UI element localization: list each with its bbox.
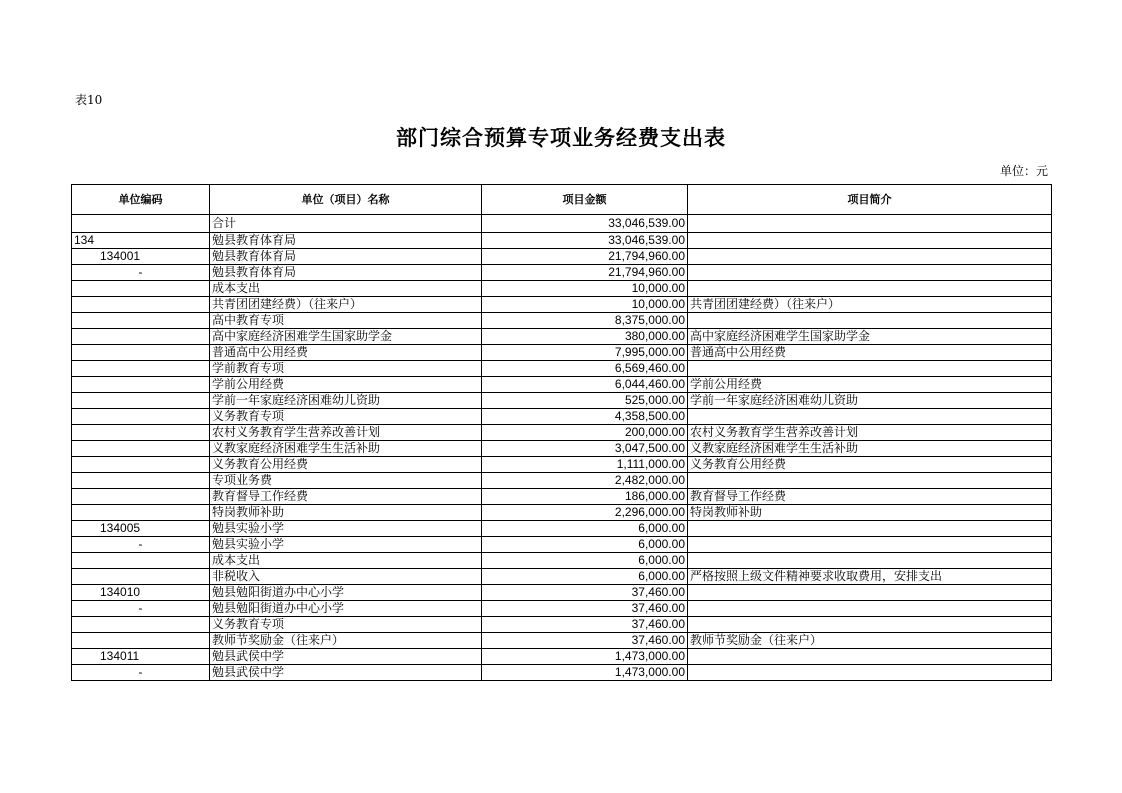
cell-unit-code xyxy=(72,633,210,649)
cell-unit-code xyxy=(72,505,210,521)
cell-amount: 186,000.00 xyxy=(482,489,688,505)
cell-unit-name: 特岗教师补助 xyxy=(210,505,482,521)
table-row xyxy=(72,553,1052,569)
table-header-row xyxy=(72,185,1052,215)
cell-description xyxy=(688,215,1052,233)
table-row xyxy=(72,649,1052,665)
cell-unit-name: 勉县武侯中学 xyxy=(210,649,482,665)
table-row xyxy=(72,249,1052,265)
table-row xyxy=(72,297,1052,313)
page-title: 部门综合预算专项业务经费支出表 xyxy=(396,125,726,150)
table-row xyxy=(72,457,1052,473)
table-row xyxy=(72,409,1052,425)
cell-amount: 1,473,000.00 xyxy=(482,665,688,681)
cell-description xyxy=(688,649,1052,665)
cell-amount: 525,000.00 xyxy=(482,393,688,409)
cell-amount: 33,046,539.00 xyxy=(482,215,688,233)
cell-description xyxy=(688,617,1052,633)
cell-unit-name: 勉县勉阳街道办中心小学 xyxy=(210,601,482,617)
cell-unit-name: 专项业务费 xyxy=(210,473,482,489)
cell-unit-name: 合计 xyxy=(210,215,482,233)
cell-unit-code: - xyxy=(72,665,210,681)
cell-description: 农村义务教育学生营养改善计划 xyxy=(688,425,1052,441)
cell-unit-code xyxy=(72,297,210,313)
cell-unit-code: 134 xyxy=(72,233,210,249)
cell-description xyxy=(688,537,1052,553)
cell-amount: 37,460.00 xyxy=(482,633,688,649)
cell-unit-name: 教师节奖励金（往来户） xyxy=(210,633,482,649)
cell-unit-name: 共青团团建经费）（往来户） xyxy=(210,297,482,313)
cell-amount: 8,375,000.00 xyxy=(482,313,688,329)
budget-table xyxy=(71,184,1052,681)
cell-unit-name: 学前教育专项 xyxy=(210,361,482,377)
table-row xyxy=(72,265,1052,281)
cell-unit-name: 教育督导工作经费 xyxy=(210,489,482,505)
cell-amount: 2,296,000.00 xyxy=(482,505,688,521)
cell-amount: 7,995,000.00 xyxy=(482,345,688,361)
cell-unit-name: 勉县教育体育局 xyxy=(210,249,482,265)
cell-amount: 2,482,000.00 xyxy=(482,473,688,489)
table-row xyxy=(72,441,1052,457)
table-row xyxy=(72,665,1052,681)
cell-amount: 4,358,500.00 xyxy=(482,409,688,425)
cell-description xyxy=(688,473,1052,489)
cell-description xyxy=(688,313,1052,329)
cell-amount: 37,460.00 xyxy=(482,617,688,633)
cell-description xyxy=(688,585,1052,601)
table-row xyxy=(72,329,1052,345)
cell-unit-code: - xyxy=(72,265,210,281)
cell-amount: 6,000.00 xyxy=(482,537,688,553)
cell-amount: 21,794,960.00 xyxy=(482,265,688,281)
cell-description: 特岗教师补助 xyxy=(688,505,1052,521)
cell-unit-name: 学前公用经费 xyxy=(210,377,482,393)
table-row xyxy=(72,617,1052,633)
cell-unit-code xyxy=(72,457,210,473)
cell-unit-name: 成本支出 xyxy=(210,281,482,297)
cell-unit-code: 134011 xyxy=(72,649,210,665)
column-header-description: 项目简介 xyxy=(688,185,1052,215)
cell-unit-code xyxy=(72,377,210,393)
table-row xyxy=(72,489,1052,505)
table-row xyxy=(72,215,1052,233)
cell-amount: 1,111,000.00 xyxy=(482,457,688,473)
cell-unit-code xyxy=(72,329,210,345)
cell-amount: 6,569,460.00 xyxy=(482,361,688,377)
cell-unit-name: 义务教育专项 xyxy=(210,617,482,633)
cell-unit-name: 农村义务教育学生营养改善计划 xyxy=(210,425,482,441)
table-row xyxy=(72,601,1052,617)
cell-unit-name: 义务教育公用经费 xyxy=(210,457,482,473)
cell-unit-name: 勉县教育体育局 xyxy=(210,265,482,281)
cell-unit-code xyxy=(72,361,210,377)
table-row xyxy=(72,233,1052,249)
table-row xyxy=(72,569,1052,585)
cell-description: 严格按照上级文件精神要求收取费用，安排支出 xyxy=(688,569,1052,585)
cell-unit-code: 134001 xyxy=(72,249,210,265)
cell-description: 学前公用经费 xyxy=(688,377,1052,393)
cell-amount: 6,044,460.00 xyxy=(482,377,688,393)
cell-amount: 33,046,539.00 xyxy=(482,233,688,249)
table-row xyxy=(72,505,1052,521)
cell-amount: 6,000.00 xyxy=(482,521,688,537)
cell-unit-name: 勉县勉阳街道办中心小学 xyxy=(210,585,482,601)
cell-unit-name: 学前一年家庭经济困难幼儿资助 xyxy=(210,393,482,409)
table-label: 表10 xyxy=(75,93,103,107)
table-row xyxy=(72,345,1052,361)
table-body xyxy=(72,215,1052,681)
cell-unit-code xyxy=(72,489,210,505)
cell-amount: 6,000.00 xyxy=(482,553,688,569)
cell-description xyxy=(688,601,1052,617)
table-row xyxy=(72,361,1052,377)
cell-amount: 21,794,960.00 xyxy=(482,249,688,265)
table-row xyxy=(72,537,1052,553)
cell-description: 普通高中公用经费 xyxy=(688,345,1052,361)
table-row xyxy=(72,313,1052,329)
cell-unit-name: 高中家庭经济困难学生国家助学金 xyxy=(210,329,482,345)
cell-description xyxy=(688,553,1052,569)
cell-amount: 10,000.00 xyxy=(482,297,688,313)
cell-unit-name: 义教家庭经济困难学生生活补助 xyxy=(210,441,482,457)
cell-unit-code xyxy=(72,553,210,569)
cell-description: 义务教育公用经费 xyxy=(688,457,1052,473)
cell-description xyxy=(688,665,1052,681)
cell-amount: 1,473,000.00 xyxy=(482,649,688,665)
table-row xyxy=(72,377,1052,393)
cell-description: 教师节奖励金（往来户） xyxy=(688,633,1052,649)
cell-amount: 37,460.00 xyxy=(482,585,688,601)
cell-unit-name: 普通高中公用经费 xyxy=(210,345,482,361)
cell-unit-code xyxy=(72,393,210,409)
cell-unit-name: 非税收入 xyxy=(210,569,482,585)
table-row xyxy=(72,473,1052,489)
cell-description xyxy=(688,361,1052,377)
cell-amount: 380,000.00 xyxy=(482,329,688,345)
cell-unit-code: 134005 xyxy=(72,521,210,537)
cell-unit-code xyxy=(72,345,210,361)
cell-unit-code xyxy=(72,617,210,633)
cell-unit-name: 义务教育专项 xyxy=(210,409,482,425)
table-row xyxy=(72,521,1052,537)
cell-unit-name: 勉县武侯中学 xyxy=(210,665,482,681)
cell-unit-name: 勉县教育体育局 xyxy=(210,233,482,249)
column-header-amount: 项目金额 xyxy=(482,185,688,215)
cell-unit-code xyxy=(72,215,210,233)
cell-amount: 10,000.00 xyxy=(482,281,688,297)
cell-description xyxy=(688,521,1052,537)
cell-unit-code xyxy=(72,409,210,425)
cell-description xyxy=(688,249,1052,265)
cell-unit-code xyxy=(72,441,210,457)
cell-unit-code xyxy=(72,281,210,297)
table-row xyxy=(72,425,1052,441)
cell-description xyxy=(688,233,1052,249)
cell-unit-code xyxy=(72,313,210,329)
table-row xyxy=(72,393,1052,409)
column-header-code: 单位编码 xyxy=(72,185,210,215)
unit-label: 单位：元 xyxy=(999,164,1048,178)
cell-description xyxy=(688,281,1052,297)
table-row xyxy=(72,281,1052,297)
cell-description: 高中家庭经济困难学生国家助学金 xyxy=(688,329,1052,345)
cell-unit-code: - xyxy=(72,537,210,553)
cell-unit-code: 134010 xyxy=(72,585,210,601)
cell-unit-name: 成本支出 xyxy=(210,553,482,569)
cell-description xyxy=(688,409,1052,425)
cell-description: 共青团团建经费）（往来户） xyxy=(688,297,1052,313)
cell-unit-name: 高中教育专项 xyxy=(210,313,482,329)
cell-unit-code xyxy=(72,569,210,585)
cell-description: 学前一年家庭经济困难幼儿资助 xyxy=(688,393,1052,409)
column-header-name: 单位（项目）名称 xyxy=(210,185,482,215)
cell-description: 义教家庭经济困难学生生活补助 xyxy=(688,441,1052,457)
cell-amount: 200,000.00 xyxy=(482,425,688,441)
cell-unit-name: 勉县实验小学 xyxy=(210,537,482,553)
cell-description: 教育督导工作经费 xyxy=(688,489,1052,505)
table-row xyxy=(72,585,1052,601)
cell-unit-name: 勉县实验小学 xyxy=(210,521,482,537)
cell-unit-code xyxy=(72,425,210,441)
cell-amount: 3,047,500.00 xyxy=(482,441,688,457)
cell-unit-code: - xyxy=(72,601,210,617)
cell-amount: 37,460.00 xyxy=(482,601,688,617)
cell-unit-code xyxy=(72,473,210,489)
cell-amount: 6,000.00 xyxy=(482,569,688,585)
cell-description xyxy=(688,265,1052,281)
table-row xyxy=(72,633,1052,649)
